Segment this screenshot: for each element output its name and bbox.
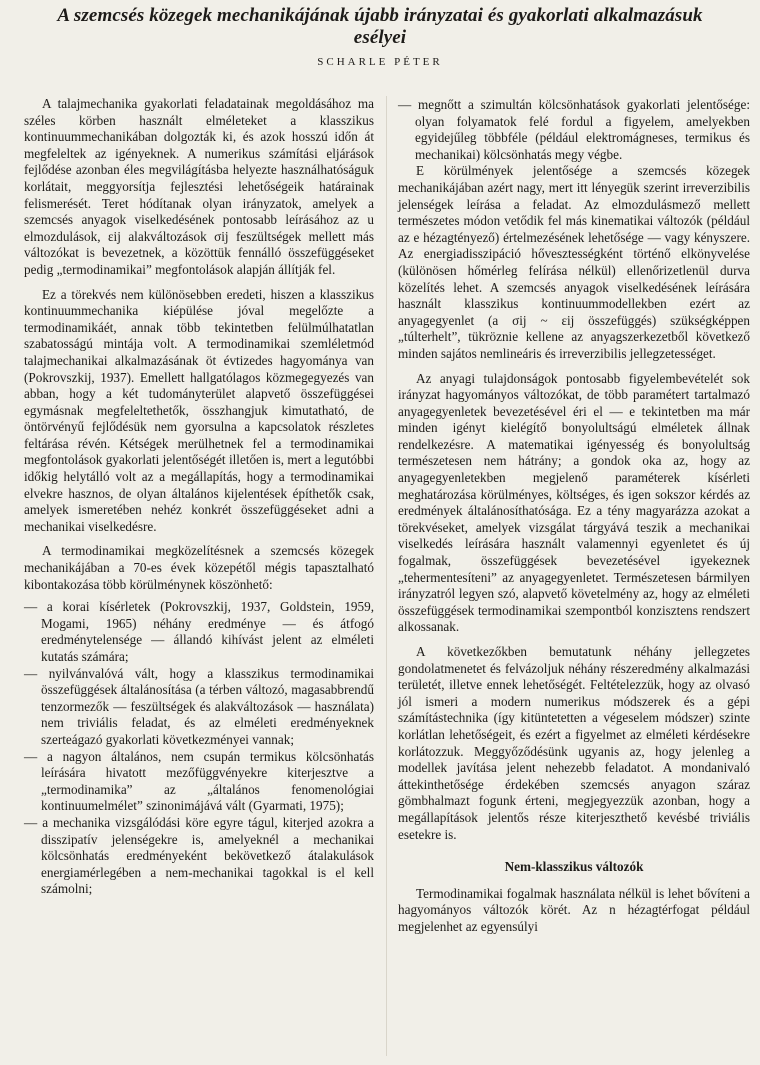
column-divider [386, 96, 387, 1056]
list-item: — megnőtt a szimultán kölcsönhatások gyakorlati jelentősége: olyan folyamatok felé fordul a figyelem, amelyekben egyidejűleg többféle (például elektromágneses, termikus és mechanikai) kölcsönhatás megy végbe. [398, 97, 750, 162]
right-column [398, 97, 750, 936]
paragraph: A termodinamikai megközelítésnek a szemcsés közegek mechanikájában a 70-es évek közepétől mégis tapasztalható kibontakozása több körülménynek köszönhető: [24, 543, 374, 592]
list-item: — nyilvánvalóvá vált, hogy a klasszikus termodinamikai összefüggések általánosítása (a térben változó, magasabbrendű tenzormezők — feszültségek és alakváltozások — használata) nem triviális feladat, és az elméleti eredményeknek szerteágazó gyakorlati következményei vannak; [24, 665, 374, 747]
paragraph: A talajmechanika gyakorlati feladatainak megoldásához ma széles körben használt elméleteket a klasszikus kontinuummechanikában dolgozták ki, és azok hosszú időn át megfeleltek az igényeknek. A numerikus számítási eljárások fejlődése azonban éles megvilágításba helyezte használhatóságuk korlátait, meggyorsítja fejlesztési lehetőségeik határainak felismerését. Teret hódítanak olyan irányzatok, amelyek a szemcsés anyagok viselkedésének pontosabb leírásához az u elmozdulások, εij alakváltozások σij feszültségek mellett más változókat is bevezetnek, a közöttük fennálló összefüggéseket pedig „termodinamikai” megfontolások alapján állítják fel. [24, 96, 374, 277]
paragraph: Ez a törekvés nem különösebben eredeti, hiszen a klasszikus kontinuummechanika kiépülése jóval megelőzte a termodinamikáét, annak több tekintetben felülmúlhatatlan szabatosságú mintája volt. A termodinamikai szemléletmód talajmechanikai alkalmazásának öt évtizedes hagyománya van (Pokrovszkij, 1937). Emellett hallgatólagos közmegegyezés van abban, hogy a két tudományterület alapvető összefüggései egymásnak megfeleltethetők, összhangjuk kimutatható, de öntörvényű fejlődésük nem gyorsulna a kapcsolatok részletes feltárása révén. Kétségek merülhetnek fel a termodinamikai megfontolások gyakorlati jelentőségét illetően is, mert a legutóbbi időkig helytálló volt az a megállapítás, hogy a termodinamikai elvekre hasznos, de olyan általános kijelentések építhetők csak, amelyek ismeretében nehéz konkrét összefüggéseket adni a mechanikai viselkedésre. [24, 286, 374, 534]
bullet-list [24, 599, 374, 898]
paragraph: E körülmények jelentősége a szemcsés közegek mechanikájában azért nagy, mert itt lényegük szerint irreverzibilis jelenségek leírása a feladat. Az elmozdulásmező mellett természetes módon vetődik fel más kinematikai változók (például az e hézagtényező) értelmezésének lehetősége — vagy kényszere. Az energiadisszipáció hővesztességként történő elkönyvelése (különösen hőmérleg felírása nélkül) ellenőrizetlenül durva közelítés lehet. A szemcsés anyagok viselkedésének leírására használt klasszikus kontinuummodellekben ezért az anyagegyenlet (a σij ~ εij összefüggés) szükségképpen „túlterhelt”, tükröznie kellene az anyagszerkezetből következő minden sajátos nemlineáris és irreverzibilis jellegzetességet. [398, 163, 750, 361]
article-title: A szemcsés közegek mechanikájának újabb irányzatai és gyakorlati alkalmazásuk esélyei [57, 5, 703, 48]
section-heading: Nem-klasszikus változók [504, 859, 644, 875]
article-author: SCHARLE PÉTER [317, 56, 443, 68]
paragraph: Termodinamikai fogalmak használata nélkül is lehet bővíteni a hagyományos változók körét. Az n hézagtérfogat például megjelenhet az egyensúlyi [398, 885, 750, 934]
list-item: — a mechanika vizsgálódási köre egyre tágul, kiterjed azokra a disszipatív jelenségekre is, amelyeknél a mechanikai kölcsönhatás eredményeként bekövetkező átalakulások energiamérlegében a nem-mechanikai tagokkal is el kell számolni; [24, 814, 374, 897]
paragraph: Az anyagi tulajdonságok pontosabb figyelembevételét sok irányzat hagyományos változókat, de több paramétert tartalmazó anyagegyenletek bevezetésével éri el — e tekintetben ma már minden igényt kielégítő bonyolultságú elméletek állnak rendelkezésre. A matematikai igényesség és bonyolultság természetesen nem hátrány; a gondok oka az, hogy az anyagegyenletekben megjelenő paraméterek kísérleti meghatározása körülményes, költséges, és igen sokszor kérdés az eredmények általánosíthatósága. Ez a tény magyarázza azokat a törekvéseket, amelyek vizsgálat tárgyává teszik a mechanikai viselkedés leírására használt valamennyi egyenletet és új fogalmak, összefüggések bevezetésével igyekeznek „tehermentesíteni” az anyagegyenletet. Természetesen bármilyen irányzatról legyen szó, alapvető követelmény az, hogy az elméleti összefüggések termodinamikai szempontból konzisztens rendszert alkossanak. [398, 370, 750, 635]
bullet-list-continued [398, 97, 750, 163]
list-item: — a nagyon általános, nem csupán termikus kölcsönhatás leírására hivatott mezőfüggvényekre kiterjesztve a „termodinamika” az „általános fenomenológiai kontinuumelmélet” szinonimájává vált (Gyarmati, 1975); [24, 748, 374, 814]
list-item: — a korai kísérletek (Pokrovszkij, 1937, Goldstein, 1959, Mogami, 1965) néhány eredménye — és átfogó eredménytelensége — állandó kihívást jelent az elméleti kutatás számára; [24, 599, 374, 664]
left-column [24, 96, 374, 898]
paragraph: A következőkben bemutatunk néhány jellegzetes gondolatmenetet és felvázoljuk néhány részeredmény alkalmazási területét, illetve ennek lehetőségét. Feltételezzük, hogy az olvasó jól ismeri a modern numerikus módszerek és a gépi számítástechnika (így kitüntetetten a végeselem módszer) szinte korlátlan lehetőségeit, és ezért a figyelmet az elméleti kérdésekre korlátozzuk. Meggyőződésünk ugyanis az, hogy jelenleg a modellek javítása jelent nehezebb feladatot. A mondanivaló áttekinthetősége érdekében szemcsés anyagon száraz gömbhalmazt fogunk érteni, megjegyezzük azonban, hogy a megállapítások jelentős része kiterjeszthető kevésbé triviális esetekre is. [398, 644, 750, 842]
